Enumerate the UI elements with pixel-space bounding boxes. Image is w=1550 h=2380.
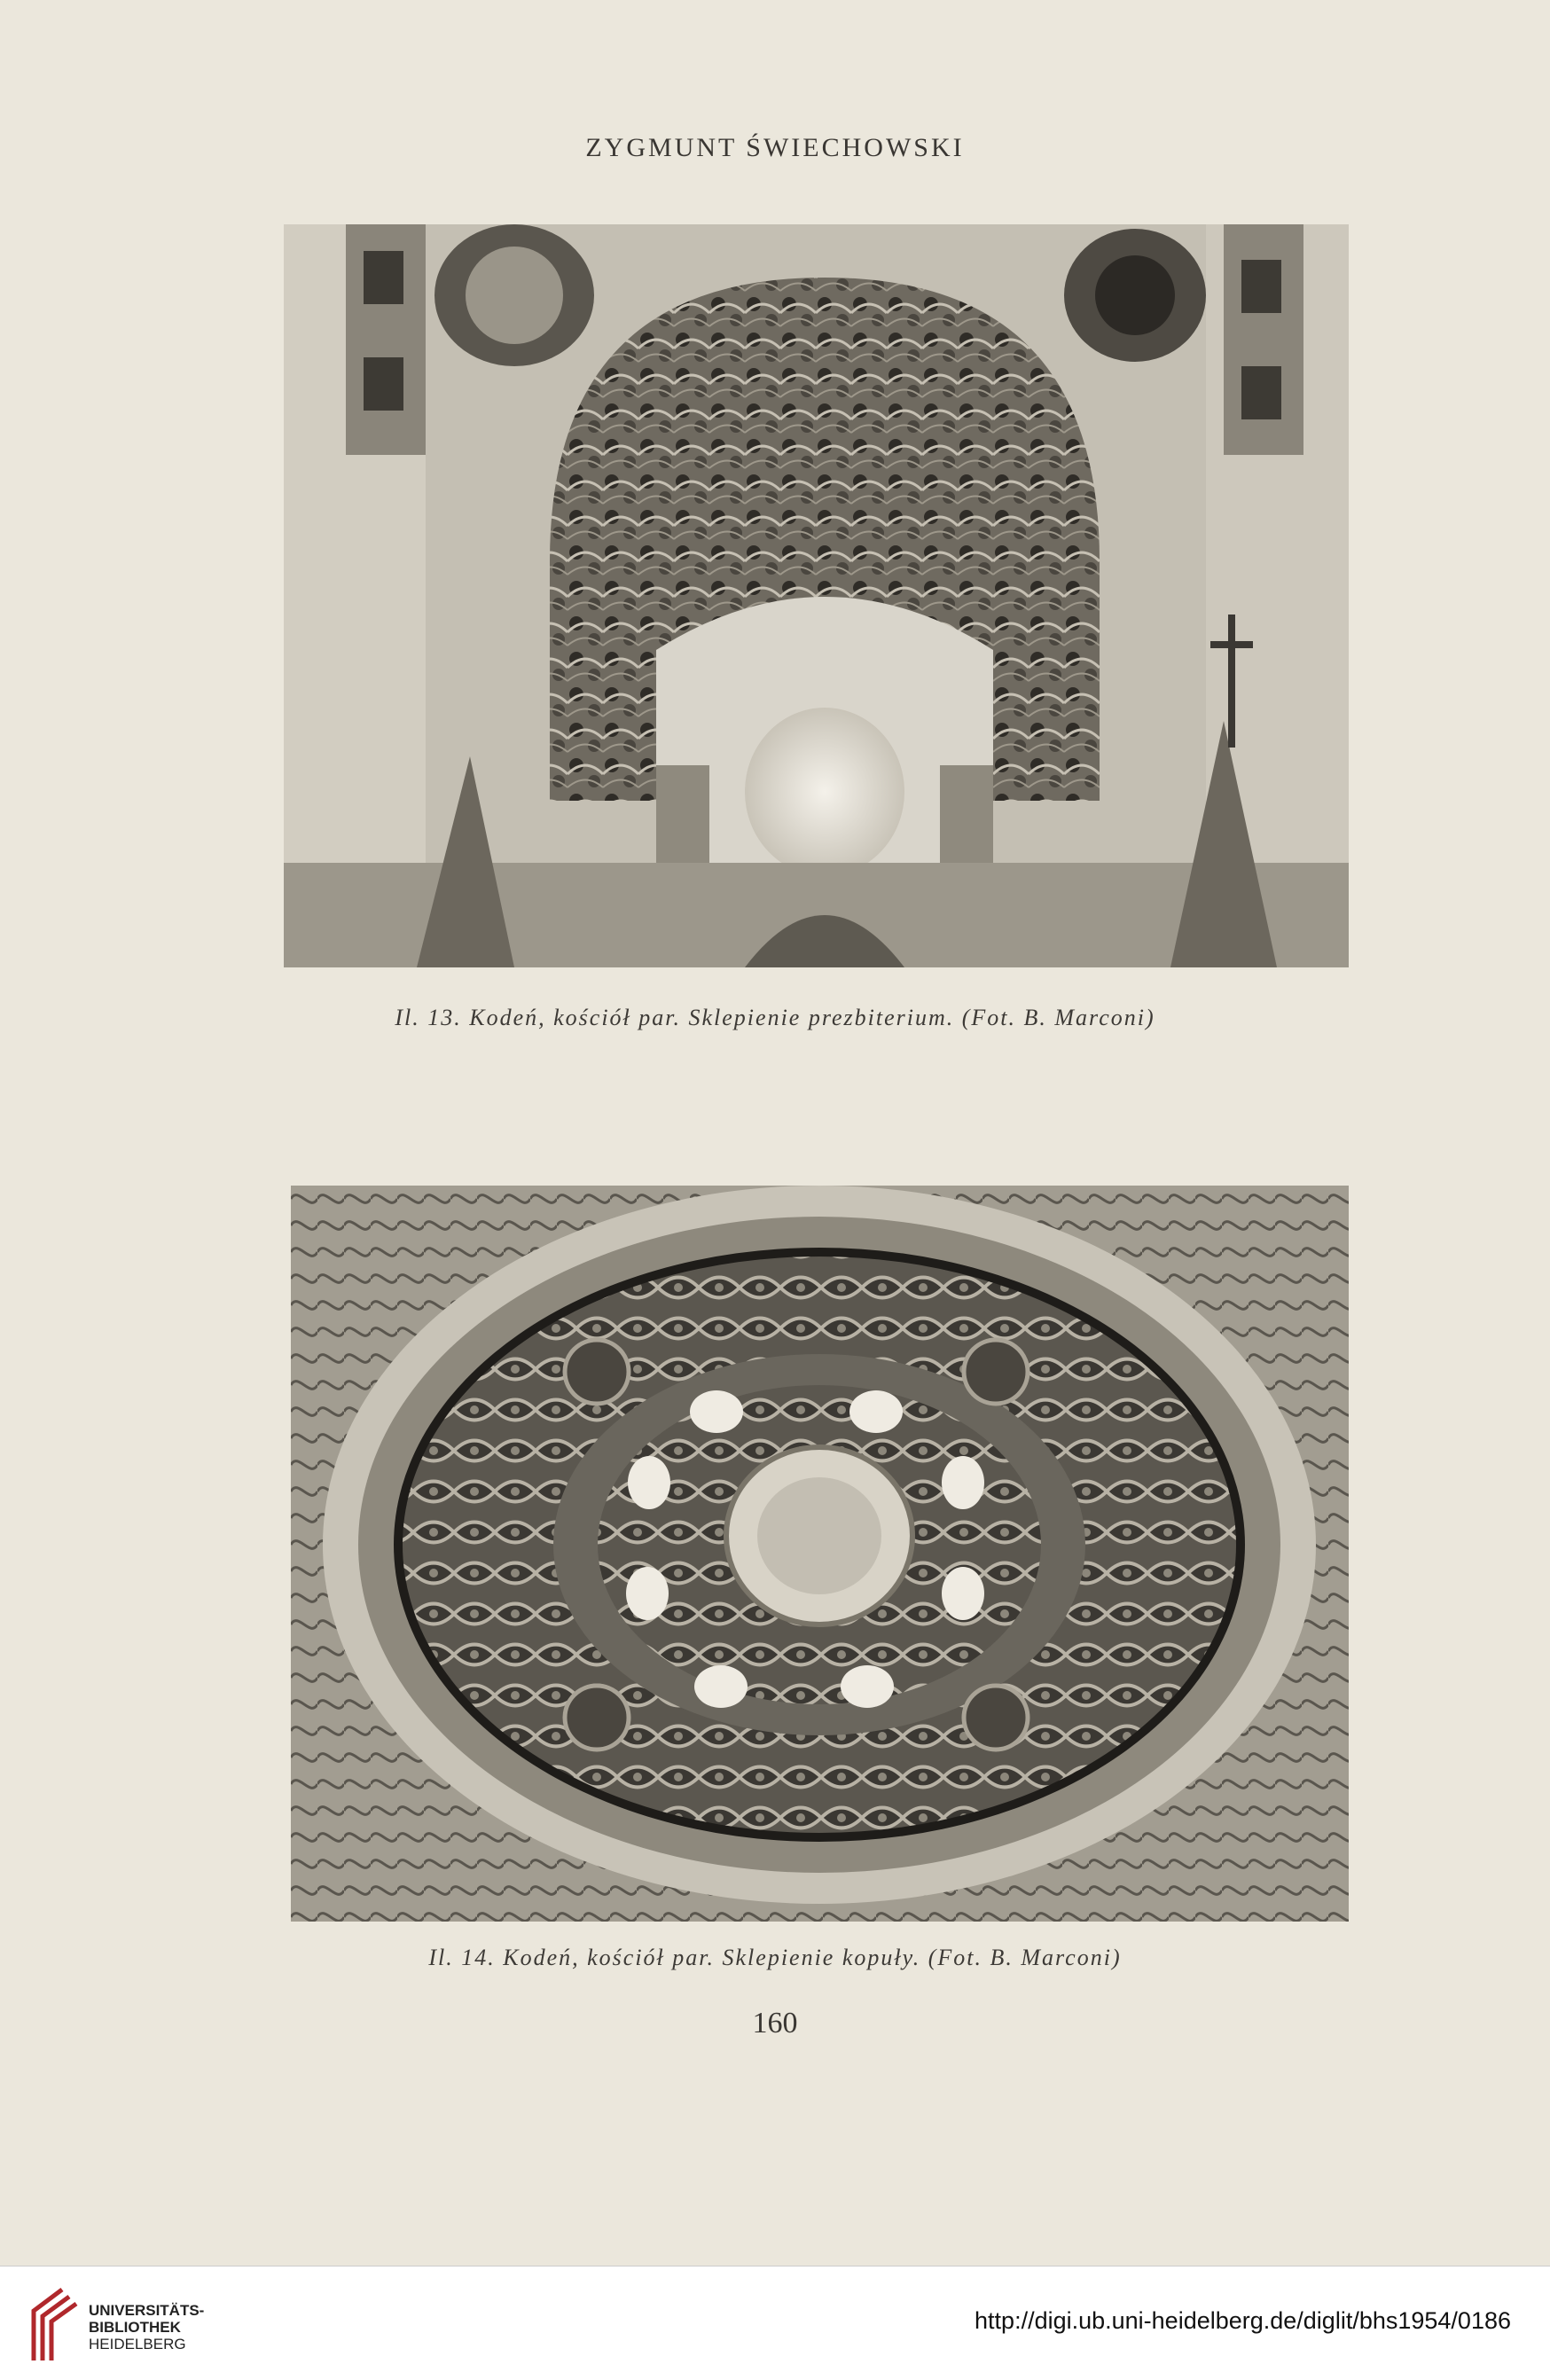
library-name-line-3: HEIDELBERG: [89, 2336, 186, 2353]
figure-14-caption: Il. 14. Kodeń, kościół par. Sklepienie kopuły. (Fot. B. Marconi): [428, 1945, 1122, 1970]
library-footer-bar: [0, 2266, 1550, 2380]
figure-14-photo: [291, 1186, 1349, 1922]
presbytery-vault-illustration: [284, 224, 1349, 967]
figure-13-photo: [284, 224, 1349, 967]
page-number: 160: [752, 2007, 798, 2039]
library-logo-icon: [27, 2284, 89, 2362]
running-header: ZYGMUNT ŚWIECHOWSKI: [585, 133, 965, 162]
dome-vault-illustration: [291, 1186, 1349, 1922]
source-url-link[interactable]: http://digi.ub.uni-heidelberg.de/diglit/bhs1954/0186: [975, 2307, 1511, 2334]
figure-13-caption: Il. 13. Kodeń, kościół par. Sklepienie prezbiterium. (Fot. B. Marconi): [395, 1005, 1155, 1030]
library-name-line-2: BIBLIOTHEK: [89, 2319, 181, 2336]
library-name-line-1: UNIVERSITÄTS-: [89, 2302, 205, 2319]
library-name: [89, 2302, 204, 2353]
